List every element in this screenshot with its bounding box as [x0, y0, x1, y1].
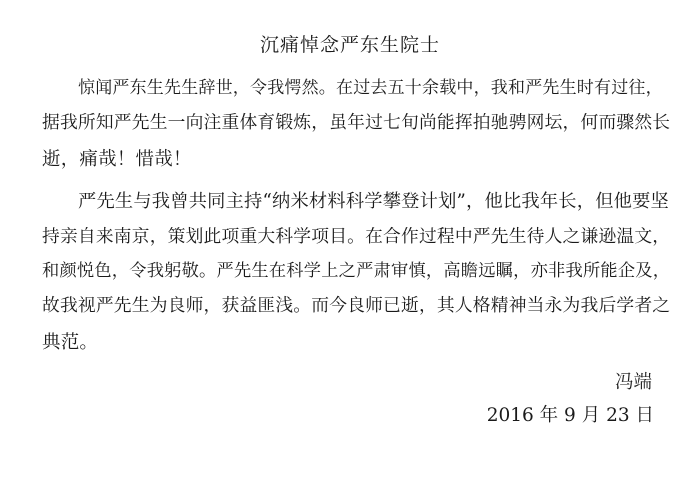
- paragraph-1-line-2: 据我所知严先生一向注重体育锻炼，虽年过七旬尚能挥拍驰骋网坛，何而骤然长: [42, 113, 671, 133]
- paragraph-2-line-1: 严先生与我曾共同主持“纳米材料科学攀登计划”，他比我年长，但他要坚: [78, 191, 670, 212]
- paragraph-1-line-1: 惊闻严东生先生辞世，令我愕然。在过去五十余载中，我和严先生时有过往，: [78, 78, 663, 98]
- letter-title: 沉痛悼念严东生院士: [259, 34, 440, 56]
- paragraph-2-line-2: 持亲自来南京，策划此项重大科学项目。在合作过程中严先生待人之谦逊温文，: [42, 227, 671, 247]
- author-signature: 冯端: [614, 372, 652, 393]
- paragraph-2-line-3: 和颜悦色，令我躬敬。严先生在科学上之严肃审慎，高瞻远瞩，亦非我所能企及，: [42, 261, 671, 281]
- paragraph-2-line-4: 故我视严先生为良师，获益匪浅。而今良师已逝，其人格精神当永为我后学者之: [42, 296, 671, 316]
- letter-date: 2016 年 9 月 23 日: [486, 405, 654, 426]
- paragraph-2-line-5: 典范。: [42, 332, 99, 353]
- paragraph-1-line-3: 逝，痛哉！惜哉！: [42, 149, 192, 170]
